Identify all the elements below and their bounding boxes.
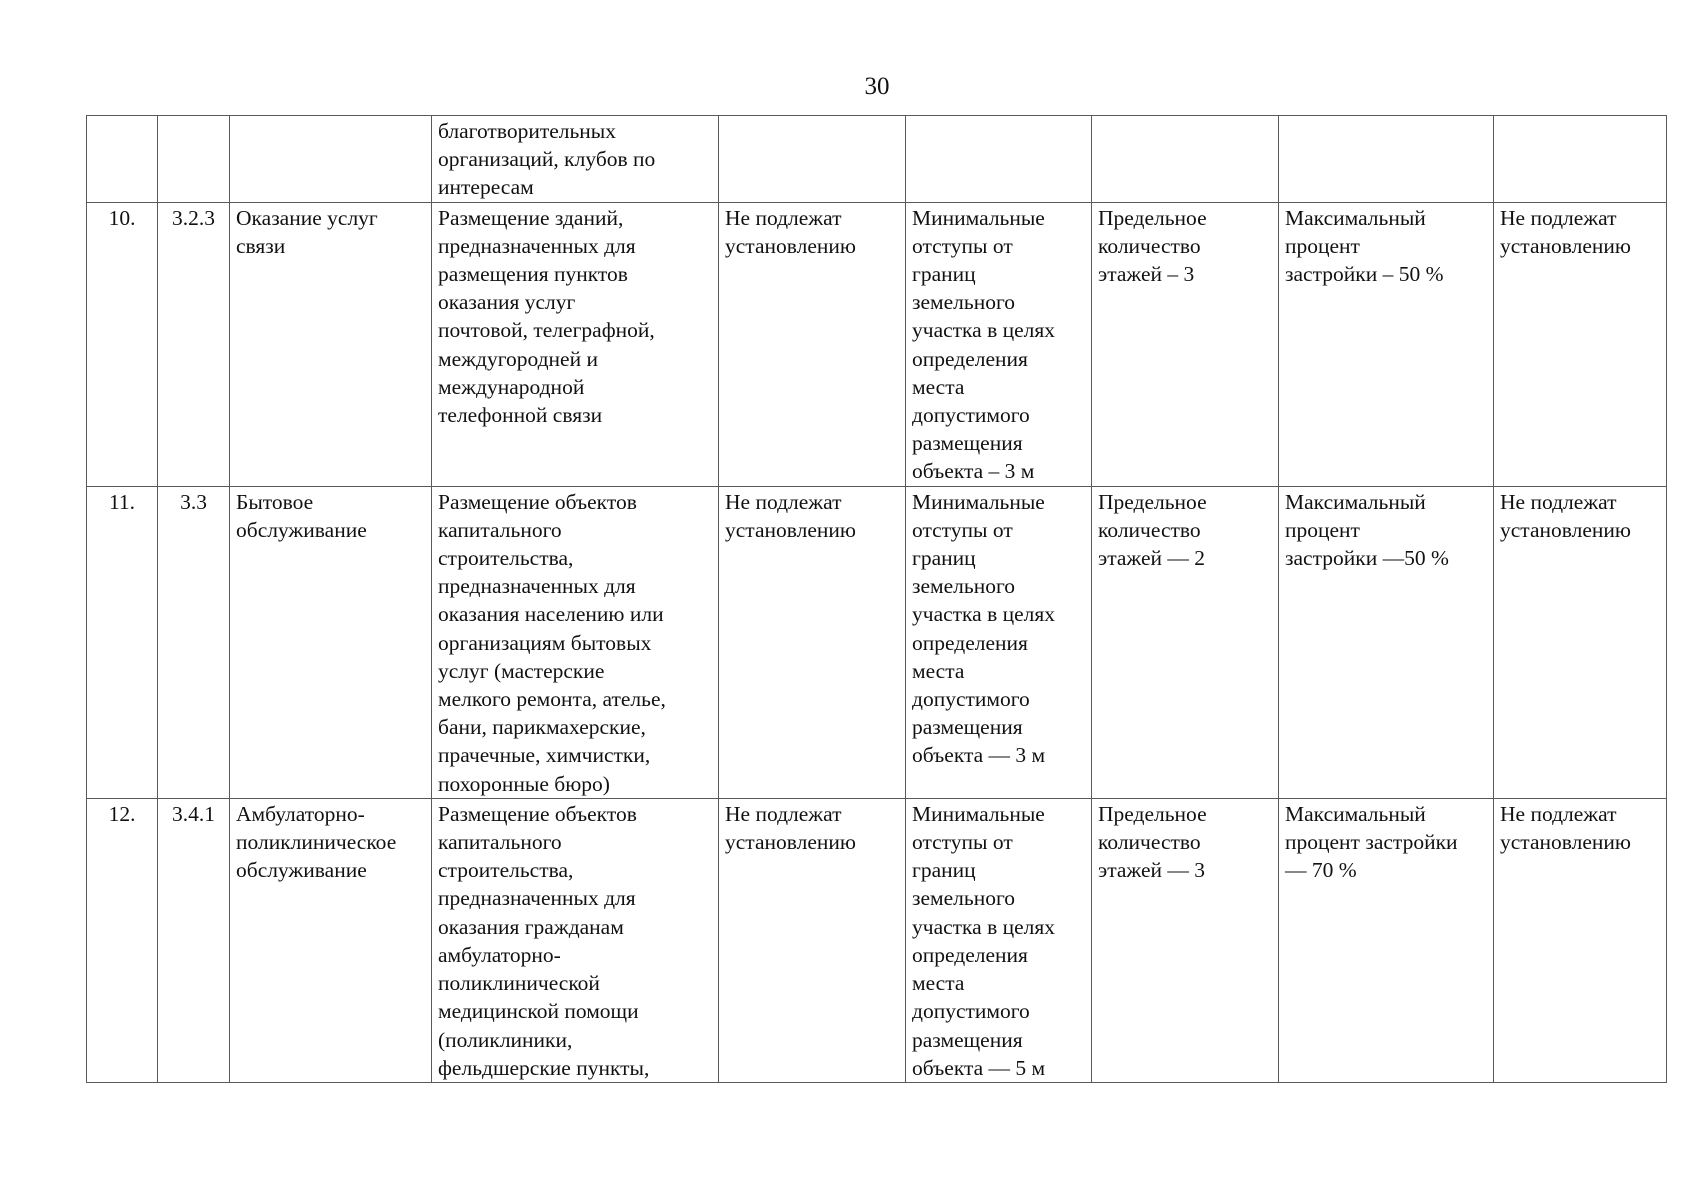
coverage-limits: Максимальный процент застройки —50 % bbox=[1279, 486, 1494, 798]
table-row bbox=[87, 486, 1667, 798]
row-number: 10. bbox=[87, 202, 158, 486]
row-number: 12. bbox=[87, 798, 158, 1082]
other-limits: Не подлежат установлению bbox=[1494, 798, 1667, 1082]
use-description: благотворительных организаций, клубов по интересам bbox=[432, 116, 719, 203]
use-name bbox=[230, 116, 432, 203]
plot-size-limits: Не подлежат установлению bbox=[719, 202, 906, 486]
use-name: Амбулаторно- поликлиническое обслуживание bbox=[230, 798, 432, 1082]
use-description: Размещение зданий, предназначенных для размещения пунктов оказания услуг почтовой, телеграфной, междугородней и международной телефонной связи bbox=[432, 202, 719, 486]
floor-limits: Предельное количество этажей — 3 bbox=[1092, 798, 1279, 1082]
use-name: Бытовое обслуживание bbox=[230, 486, 432, 798]
coverage-limits: Максимальный процент застройки – 50 % bbox=[1279, 202, 1494, 486]
floor-limits: Предельное количество этажей – 3 bbox=[1092, 202, 1279, 486]
use-code: 3.4.1 bbox=[158, 798, 230, 1082]
setback-limits: Минимальные отступы от границ земельного участка в целях определения места допустимого размещения объекта — 3 м bbox=[906, 486, 1092, 798]
coverage-limits bbox=[1279, 116, 1494, 203]
floor-limits bbox=[1092, 116, 1279, 203]
floor-limits: Предельное количество этажей — 2 bbox=[1092, 486, 1279, 798]
other-limits bbox=[1494, 116, 1667, 203]
table-row bbox=[87, 202, 1667, 486]
use-name: Оказание услуг связи bbox=[230, 202, 432, 486]
plot-size-limits: Не подлежат установлению bbox=[719, 486, 906, 798]
row-number bbox=[87, 116, 158, 203]
other-limits: Не подлежат установлению bbox=[1494, 486, 1667, 798]
plot-size-limits bbox=[719, 116, 906, 203]
use-code: 3.3 bbox=[158, 486, 230, 798]
setback-limits bbox=[906, 116, 1092, 203]
page-number: 30 bbox=[864, 73, 890, 100]
coverage-limits: Максимальный процент застройки — 70 % bbox=[1279, 798, 1494, 1082]
plot-size-limits: Не подлежат установлению bbox=[719, 798, 906, 1082]
other-limits: Не подлежат установлению bbox=[1494, 202, 1667, 486]
use-code bbox=[158, 116, 230, 203]
table-row bbox=[87, 798, 1667, 1082]
use-code: 3.2.3 bbox=[158, 202, 230, 486]
zoning-table bbox=[86, 115, 1667, 1083]
use-description: Размещение объектов капитального строительства, предназначенных для оказания гражданам амбулаторно- поликлинической медицинской помощи (поликлиники, фельдшерские пункты, bbox=[432, 798, 719, 1082]
row-number: 11. bbox=[87, 486, 158, 798]
setback-limits: Минимальные отступы от границ земельного участка в целях определения места допустимого размещения объекта – 3 м bbox=[906, 202, 1092, 486]
setback-limits: Минимальные отступы от границ земельного участка в целях определения места допустимого размещения объекта — 5 м bbox=[906, 798, 1092, 1082]
table-row bbox=[87, 116, 1667, 203]
use-description: Размещение объектов капитального строительства, предназначенных для оказания населению или организациям бытовых услуг (мастерские мелкого ремонта, ателье, бани, парикмахерские, прачечные, химчистки, похоронные бюро) bbox=[432, 486, 719, 798]
